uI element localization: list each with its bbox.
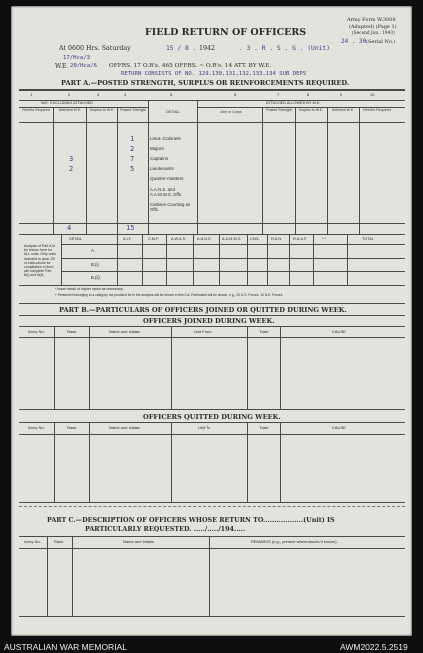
analysis-col: A.W.A.S. [171,237,187,241]
posted-strength-header: Posted Strength [120,108,146,112]
serial-number: 24 . 30 [341,38,367,45]
analysis-row-label: A. [91,248,96,253]
army-form-edition: (Second Jan., 1943) [352,31,395,36]
analysis-col: CIVIL [250,237,260,241]
analysis-col: DETAIL [69,237,83,241]
quitted-col: Name and Initials [109,425,140,430]
analysis-col: TOTAL [362,237,374,241]
posted-strength-header-2: Posted Strength [266,108,292,112]
part-c-col: Rank [54,539,64,544]
form-title: FIELD RETURN OF OFFICERS [145,27,307,38]
total-posted: 15 [126,224,135,232]
col-number: 3 [97,92,100,97]
col-number: 9 [340,92,343,97]
col-number: 8 [307,92,310,97]
part-c-col: Army No. [24,539,41,544]
serial-label: (Serial No.) [366,39,396,45]
posted-value: 5 [130,165,135,173]
analysis-col: R.A.A.F. [293,237,307,241]
analysis-col: R.A.N. [271,237,283,241]
surplus-we-header: Surplus to W.E. [89,108,115,112]
we-reference-1: 17/Hca/3 [63,55,90,61]
quitted-title: OFFICERS QUITTED DURING WEEK. [143,413,281,421]
archive-footer [0,640,423,653]
posted-value: 2 [130,145,135,153]
joined-col: Name and Initials [109,329,140,334]
col-number: 2 [68,92,71,97]
joined-col: Date [260,329,269,334]
analysis-col: * * [322,237,327,241]
unit-name: . 3 . R . S . G . (Unit) [239,45,330,52]
we-excluding-attached: W.E. EXCLUDING ATTACHED [41,101,93,105]
col-number: 7 [277,92,280,97]
arm-corps-header: Arm or Corps [220,110,242,114]
analysis-row-label: B.(ii) [91,275,100,280]
return-time-label: At 0600 Hrs. Saturday [59,45,131,52]
joined-col: CAUSE [332,329,346,334]
part-b-heading: PART B.—PARTICULARS OF OFFICERS JOINED OR QUITTED DURING WEEK. [59,306,347,314]
joined-col: Unit From [194,329,212,334]
analysis-row-label: B.(i) [91,262,99,267]
reinforcements-required-header-2: Reinf'ts Required [363,108,391,112]
archive-name: AUSTRALIAN WAR MEMORIAL [4,642,127,652]
total-deficient: 4 [67,224,72,232]
analysis-note: Analysis of Part A to be shown here for ALL units. Only units included in para. 28 of instructions for compilation of form will complete Part B(i) and B(ii). [24,244,56,278]
rank-label: Civilians Counting as Offs. [150,202,191,213]
analysis-col: A.A.N.S. [197,237,212,241]
detail-header: DETAIL [166,109,180,114]
return-year: 1942 [199,45,216,52]
deficient-value: 3 [69,155,74,163]
rank-label: Captains [150,156,169,161]
reinforcements-required-header: Reinf'ts Required [22,108,50,112]
rank-label: Majors [150,146,164,151]
joined-col: Rank [67,329,77,334]
footnote-1: * Insert detail of higher ranks as necessary. [55,287,124,291]
deficient-value: 2 [69,165,74,173]
posted-value: 7 [130,155,135,163]
analysis-col: A.I.F. [123,237,132,241]
army-form-number: Army Form W.3008 [347,17,396,23]
return-consists-line: RETURN CONSISTS OF NO. 129,130,131,132,133,134 SUB DEPS [121,71,307,77]
footnote-2: † Personnel belonging to a category not provided for in the analysis will be shown in this Col. Particulars will be shown, e.g., 20 U.S. Forces. 10 N.E. Forces. [55,293,284,297]
quitted-col: CAUSE [332,425,346,430]
deficient-we-header: Deficient W.E. [58,108,82,112]
col-number: 1 [30,92,33,97]
part-c-heading-1: PART C.—DESCRIPTION OF OFFICERS WHOSE RETURN TO..................(Unit) IS [47,516,335,524]
army-form-adapted: (Adapted) (Page 1) [349,24,397,30]
part-c-heading-2: PARTICULARLY REQUESTED. ...../...../194..... [85,525,246,533]
we-label: W.E. [55,63,69,70]
return-date: 15 / 8 . [166,45,197,52]
analysis-col: A.A.M.W.S. [222,237,242,241]
joined-title: OFFICERS JOINED DURING WEEK. [143,317,275,325]
surplus-we-header-2: Surplus to W.E. [298,108,324,112]
deficient-we-header-2: Deficient W.E. [331,108,355,112]
quitted-col: Date [260,425,269,430]
rank-label: Lieutenants [150,166,174,171]
joined-col: Army No. [28,329,45,334]
posted-value: 1 [130,135,135,143]
col-number: 6 [234,92,237,97]
quitted-col: Army No. [28,425,45,430]
we-reference-2: 20/Hca/6 [70,63,97,69]
part-c-col: REMARKS (e.g., present whereabouts if known). [251,539,338,544]
analysis-col: C.M.F. [148,237,159,241]
rank-label: Quarter-masters [150,176,184,181]
part-a-heading: PART A.—POSTED STRENGTH, SURPLUS OR REINFORCEMENTS REQUIRED. [61,79,350,87]
rank-label: Lieut.-Colonels [150,136,181,141]
col-number: 4 [124,92,127,97]
strength-line: OFFRS. 17 O.R's. 465 OFFRS. ~ O.R's. 14 ATT. BY W.E. [109,63,272,69]
quitted-col: Unit To [198,425,211,430]
rank-label: A.A.N.S. and A.A.M.W.S. Offs. [150,187,183,198]
accession-number: AWM2022.5.2519 [340,642,408,652]
form-sheet [11,6,412,636]
col-number: 10 [370,92,375,97]
attached-allowed: ATTACHED ALLOWED BY W.E. [266,101,321,105]
col-number: 5 [170,92,173,97]
part-c-col: Name and Initials [123,539,154,544]
quitted-col: Rank [67,425,77,430]
